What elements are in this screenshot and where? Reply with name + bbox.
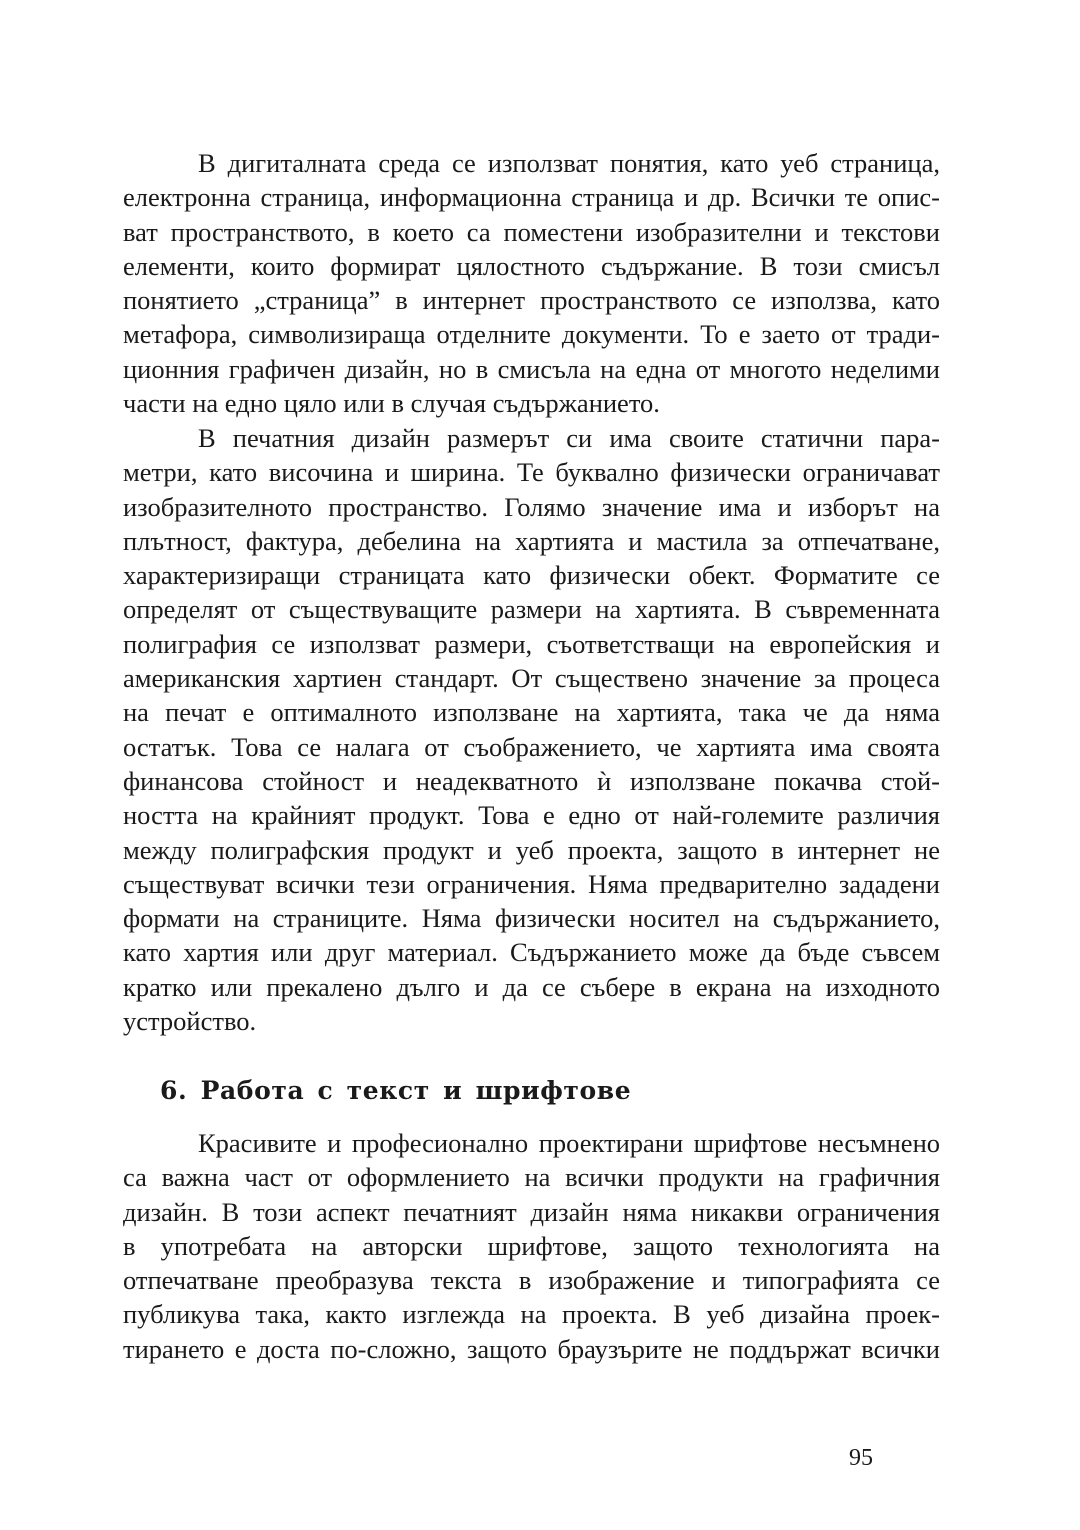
text-line: електронна страница, информационна страница и др. Всички те опис-: [123, 182, 940, 213]
text-line: метафора, символизираща отделните документи. То е заето от тради-: [123, 319, 940, 350]
book-page: [123, 0, 940, 1530]
text-line: ционния графичен дизайн, но в смисъла на една от многото неделими: [123, 353, 940, 384]
text-line: на печат е оптималното използване на хартията, така че да няма: [123, 697, 940, 728]
text-line: отпечатване преобразува текста в изображение и типографията се: [123, 1265, 940, 1296]
text-line: тирането е доста по-сложно, защото браузърите не поддържат всички: [123, 1333, 940, 1364]
text-line: кратко или прекалено дълго и да се събере в екрана на изходното: [123, 971, 940, 1002]
text-line: между полиграфския продукт и уеб проекта, защото в интернет не: [123, 834, 940, 865]
text-line: полиграфия се използват размери, съответстващи на европейския и: [123, 628, 940, 659]
text-line: устройство.: [123, 1006, 257, 1037]
section-heading: 6. Работа с текст и шрифтове: [160, 1076, 632, 1105]
text-line: плътност, фактура, дебелина на хартията и мастила за отпечатване,: [123, 525, 940, 556]
text-line: дизайн. В този аспект печатният дизайн няма никакви ограничения: [123, 1196, 940, 1227]
text-line: определят от съществуващите размери на хартията. В съвременната: [123, 594, 940, 625]
text-line: части на едно цяло или в случая съдържанието.: [123, 388, 660, 419]
text-line: публикува така, както изглежда на проекта. В уеб дизайна проек-: [123, 1299, 940, 1330]
text-line: понятието „страница” в интернет пространството се използва, като: [123, 285, 940, 316]
paragraph-fonts: [123, 1126, 940, 1366]
text-line: остатък. Това се налага от съображението, че хартията има своята: [123, 731, 940, 762]
text-line: съществуват всички тези ограничения. Няма предварително зададени: [123, 868, 940, 899]
text-line: елементи, които формират цялостното съдържание. В този смисъл: [123, 250, 940, 281]
text-line: Красивите и професионално проектирани шрифтове несъмнено: [198, 1128, 940, 1158]
text-line: в употребата на авторски шрифтове, защото технологията на: [123, 1230, 940, 1261]
text-line: финансова стойност и неадекватното ѝ използване покачва стой-: [123, 765, 940, 796]
paragraph-print-design: [123, 421, 940, 1038]
page-number: 95: [849, 1445, 873, 1471]
text-line: американския хартиен стандарт. От съществено значение за процеса: [123, 663, 940, 694]
text-line: изобразителното пространство. Голямо значение има и изборът на: [123, 491, 940, 522]
text-line: като хартия или друг материал. Съдържанието може да бъде съвсем: [123, 937, 940, 968]
text-line: ността на крайният продукт. Това е едно от най-големите различия: [123, 800, 940, 831]
text-line: ват пространството, в което са поместени изобразителни и текстови: [123, 216, 940, 247]
paragraph-digital-page: [123, 146, 940, 420]
text-line: формати на страниците. Няма физически носител на съдържанието,: [123, 903, 940, 934]
text-line: характеризиращи страницата като физически обект. Форматите се: [123, 560, 940, 591]
text-line: метри, като височина и ширина. Те буквално физически ограничават: [123, 457, 940, 488]
text-line: В печатния дизайн размерът си има своите статични пара-: [198, 423, 940, 453]
text-line: В дигиталната среда се използват понятия, като уеб страница,: [198, 148, 940, 178]
text-line: са важна част от оформлението на всички продукти на графичния: [123, 1162, 940, 1193]
